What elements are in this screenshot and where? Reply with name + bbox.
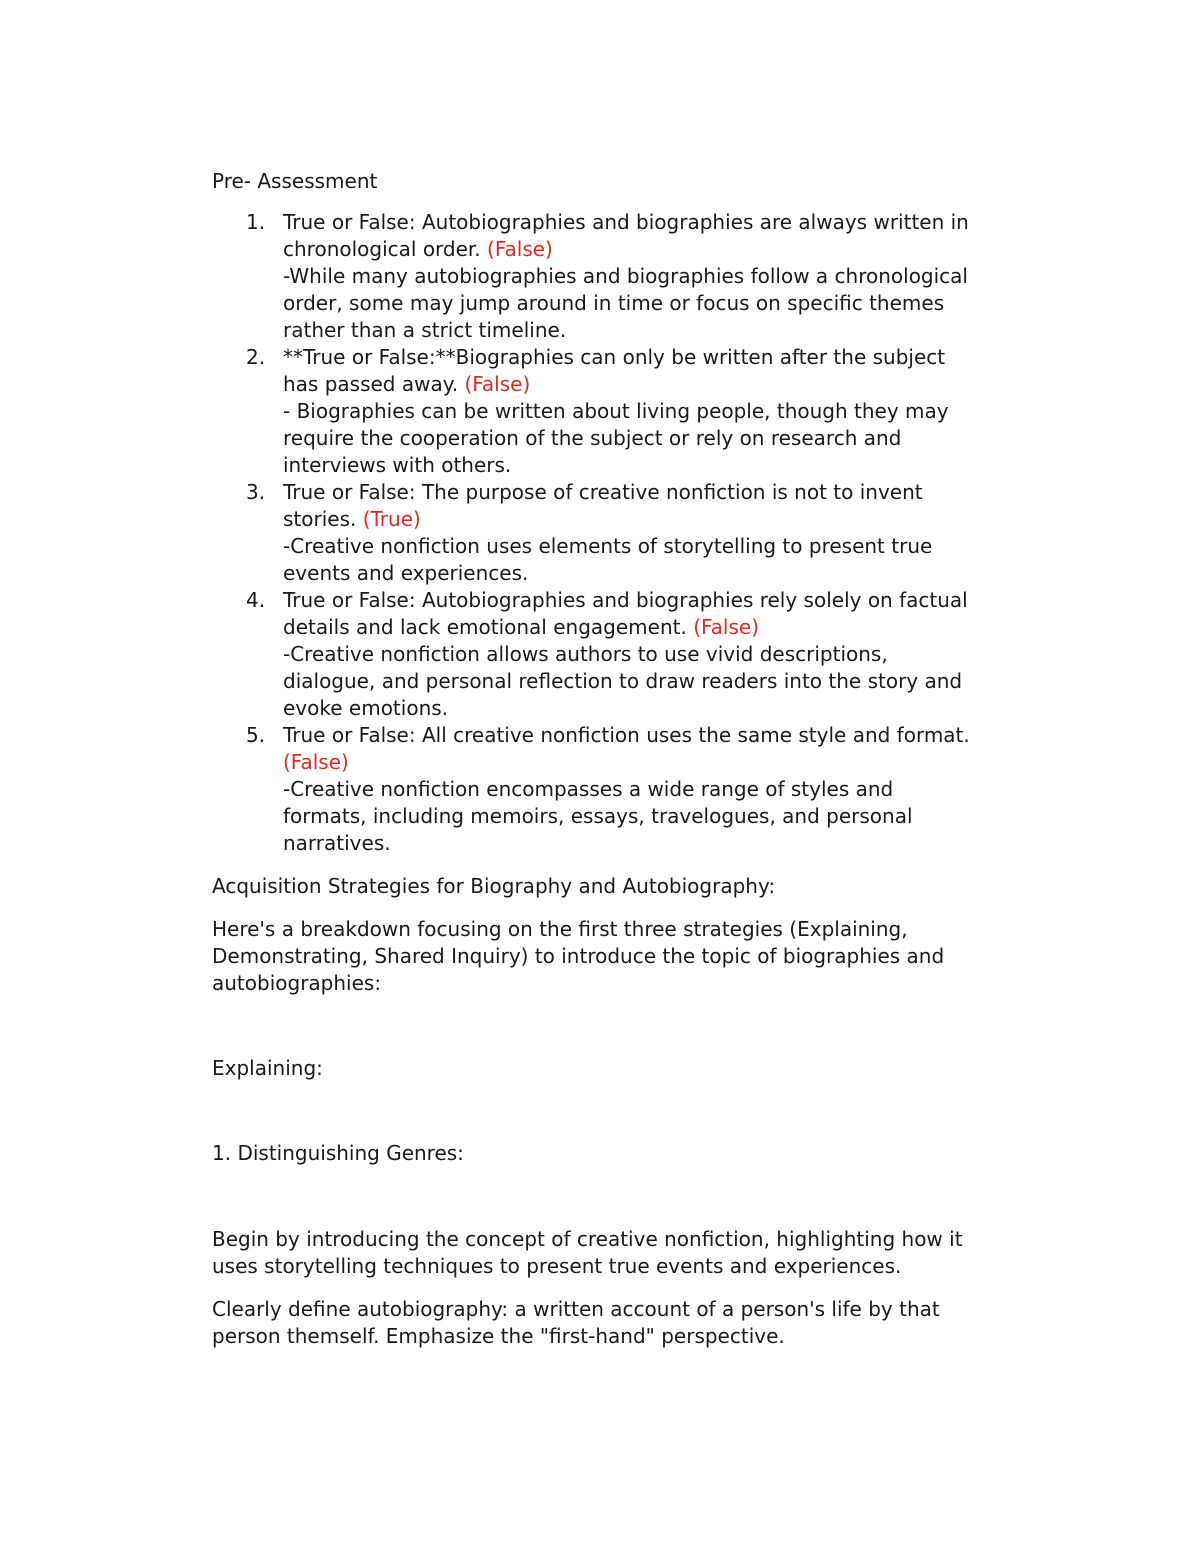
question-text: [283, 749, 1042, 776]
explanation-text: -Creative nonfiction allows authors to use vivid descriptions,: [283, 642, 888, 666]
explanation-text: order, some may jump around in time or focus on specific themes: [283, 291, 945, 315]
question-number: 4.: [246, 588, 266, 612]
explanation-text: - Biographies can be written about living people, though they may: [283, 399, 949, 423]
explanation-text: require the cooperation of the subject or rely on research and: [283, 426, 902, 450]
question-item: [212, 479, 1042, 587]
intro-paragraph: uses storytelling techniques to present true events and experiences.: [212, 1254, 902, 1278]
explanation-text: evoke emotions.: [283, 696, 449, 720]
question-text: True or False: The purpose of creative nonfiction is not to invent: [283, 480, 923, 504]
breakdown-text: Demonstrating, Shared Inquiry) to introduce the topic of biographies and: [212, 944, 945, 968]
explanation-text: -While many autobiographies and biographies follow a chronological: [283, 264, 968, 288]
explanation-text: narratives.: [283, 831, 391, 855]
answer-label: (False): [693, 615, 759, 639]
question-number: 3.: [246, 480, 266, 504]
explanation-text: formats, including memoirs, essays, travelogues, and personal: [283, 804, 913, 828]
document-page: [212, 168, 1042, 1350]
answer-label: (False): [464, 372, 531, 396]
breakdown-text: autobiographies:: [212, 971, 382, 995]
question-item: [212, 344, 1042, 479]
question-list: [212, 209, 1042, 857]
answer-label: (False): [283, 750, 349, 774]
explaining-heading: Explaining:: [212, 1056, 323, 1080]
question-number: 2.: [246, 345, 266, 369]
answer-label: (False): [487, 237, 553, 261]
question-item: [212, 722, 1042, 857]
explanation-text: dialogue, and personal reflection to draw readers into the story and: [283, 669, 963, 693]
explanation-text: interviews with others.: [283, 453, 512, 477]
question-text: **True or False:**Biographies can only be written after the subject: [283, 345, 946, 369]
definition-paragraph: Clearly define autobiography: a written account of a person's life by that: [212, 1297, 940, 1321]
explanation-text: -Creative nonfiction encompasses a wide range of styles and: [283, 777, 894, 801]
answer-label: (True): [362, 507, 421, 531]
distinguishing-genres-heading: 1. Distinguishing Genres:: [212, 1141, 464, 1165]
intro-paragraph: Begin by introducing the concept of creative nonfiction, highlighting how it: [212, 1227, 963, 1251]
explanation-text: events and experiences.: [283, 561, 529, 585]
question-number: 1.: [246, 210, 266, 234]
question-number: 5.: [246, 723, 266, 747]
question-text: True or False: Autobiographies and biographies are always written in: [283, 210, 969, 234]
definition-paragraph: person themself. Emphasize the "first-hand" perspective.: [212, 1324, 785, 1348]
question-text: True or False: All creative nonfiction uses the same style and format.: [283, 723, 970, 747]
question-text: details and lack emotional engagement. (False): [283, 615, 759, 639]
question-item: [212, 587, 1042, 722]
acquisition-heading: Acquisition Strategies for Biography and Autobiography:: [212, 874, 776, 898]
question-text: has passed away. (False): [283, 372, 531, 396]
breakdown-text: Here's a breakdown focusing on the first three strategies (Explaining,: [212, 917, 908, 941]
question-item: [212, 209, 1042, 344]
page-title: Pre- Assessment: [212, 169, 378, 193]
explanation-text: -Creative nonfiction uses elements of storytelling to present true: [283, 534, 933, 558]
explanation-text: rather than a strict timeline.: [283, 318, 567, 342]
question-text: chronological order. (False): [283, 237, 553, 261]
question-text: True or False: Autobiographies and biographies rely solely on factual: [283, 588, 968, 612]
question-text: stories. (True): [283, 507, 421, 531]
